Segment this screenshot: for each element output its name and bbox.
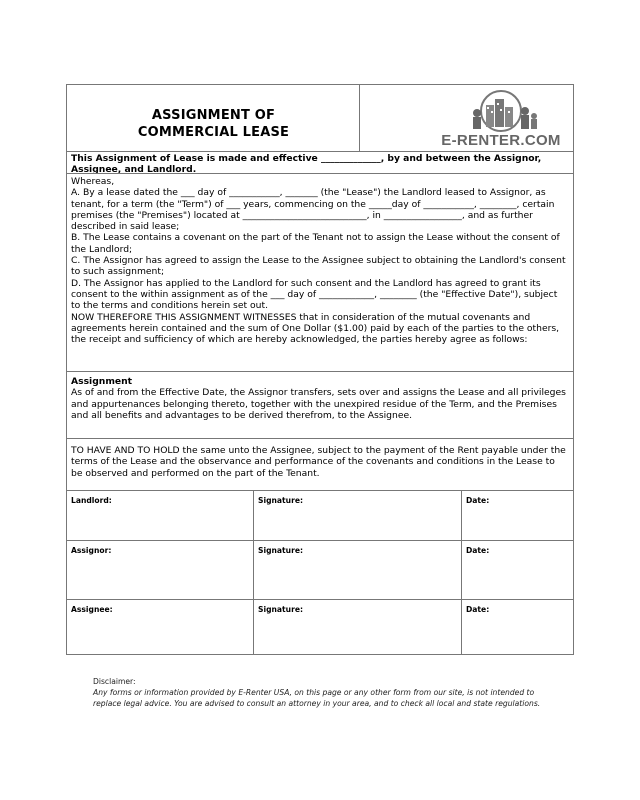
assignee-date-field[interactable]: Date:	[466, 605, 490, 614]
signature-row-assignee	[67, 599, 573, 655]
recitals-heading: Whereas,	[71, 176, 115, 187]
disclaimer	[93, 676, 553, 709]
recital-d: D. The Assignor has applied to the Landlord for such consent and the Landlord has agreed to grant its consent to the within assignment as of the ___ day of ____________, ________ (the "Effective Date"), subject to the terms and conditions herein set out.	[71, 277, 558, 312]
signature-row-assignor	[67, 540, 573, 599]
assignment-section	[67, 371, 573, 438]
assignment-body: As of and from the Effective Date, the Assignor transfers, sets over and assigns the Lease and all privileges and appurtenances belonging thereto, together with the unexpired residue of the Term, and the Premises and all benefits and advantages to be derived therefrom, to the Assignee.	[71, 387, 566, 421]
recital-a: A. By a lease dated the ___ day of ___________, _______ (the "Lease") the Landlord leased to Assignor, as tenant, for a term (the "Term") of ___ years, commencing on the _____day of ___________, ________, certain premises (the "Premises") located at ___________________________, in _________________, and as further described in said lease;	[71, 187, 555, 233]
recitals-section	[67, 173, 573, 371]
assignor-date-field[interactable]: Date:	[466, 546, 490, 555]
title-line-2: COMMERCIAL LEASE	[137, 125, 290, 140]
landlord-field[interactable]: Landlord:	[67, 491, 254, 540]
intro-statement: This Assignment of Lease is made and effective _____________, by and between the Assignor, Assignee, and Landlord.	[67, 151, 573, 173]
recital-b: B. The Lease contains a covenant on the part of the Tenant not to assign the Lease without the consent of the Landlord;	[71, 232, 560, 255]
assignee-field[interactable]: Assignee:	[67, 600, 254, 655]
assignee-signature-field[interactable]: Signature:	[254, 600, 462, 655]
document-title	[67, 107, 360, 141]
habendum-clause: TO HAVE AND TO HOLD the same unto the Assignee, subject to the payment of the Rent payable under the terms of the Lease and the observance and performance of the covenants and conditions in the Lease to be observed and performed on the part of the Tenant.	[67, 438, 573, 490]
title-cell	[67, 85, 360, 151]
signature-row-landlord	[67, 490, 573, 540]
witness-clause: NOW THEREFORE THIS ASSIGNMENT WITNESSES that in consideration of the mutual covenants and agreements herein contained and the sum of One Dollar ($1.00) paid by each of the parties to the others, the receipt and sufficiency of which are hereby acknowledged, the parties hereby agree as follows:	[71, 311, 560, 346]
assignor-signature-field[interactable]: Signature:	[254, 541, 462, 599]
logo-text: E-RENTER.COM	[441, 132, 561, 149]
landlord-signature-field[interactable]: Signature:	[254, 491, 462, 540]
lease-form	[66, 84, 574, 655]
recital-c: C. The Assignor has agreed to assign the Lease to the Assignee subject to obtaining the Landlord's consent to such assignment;	[71, 255, 566, 278]
title-line-1: ASSIGNMENT OF	[151, 108, 276, 123]
assignment-heading: Assignment	[71, 376, 133, 387]
erenter-logo	[431, 89, 571, 149]
form-header	[67, 85, 573, 151]
landlord-date-field[interactable]: Date:	[466, 496, 490, 505]
logo-graphic-icon	[431, 89, 571, 133]
disclaimer-heading: Disclaimer:	[93, 677, 136, 686]
disclaimer-body: Any forms or information provided by E-Renter USA, on this page or any other form from our site, is not intended to replace legal advice. You are advised to consult an attorney in your area, and to check all local and state regulations.	[93, 688, 541, 708]
assignor-field[interactable]: Assignor:	[67, 541, 254, 599]
